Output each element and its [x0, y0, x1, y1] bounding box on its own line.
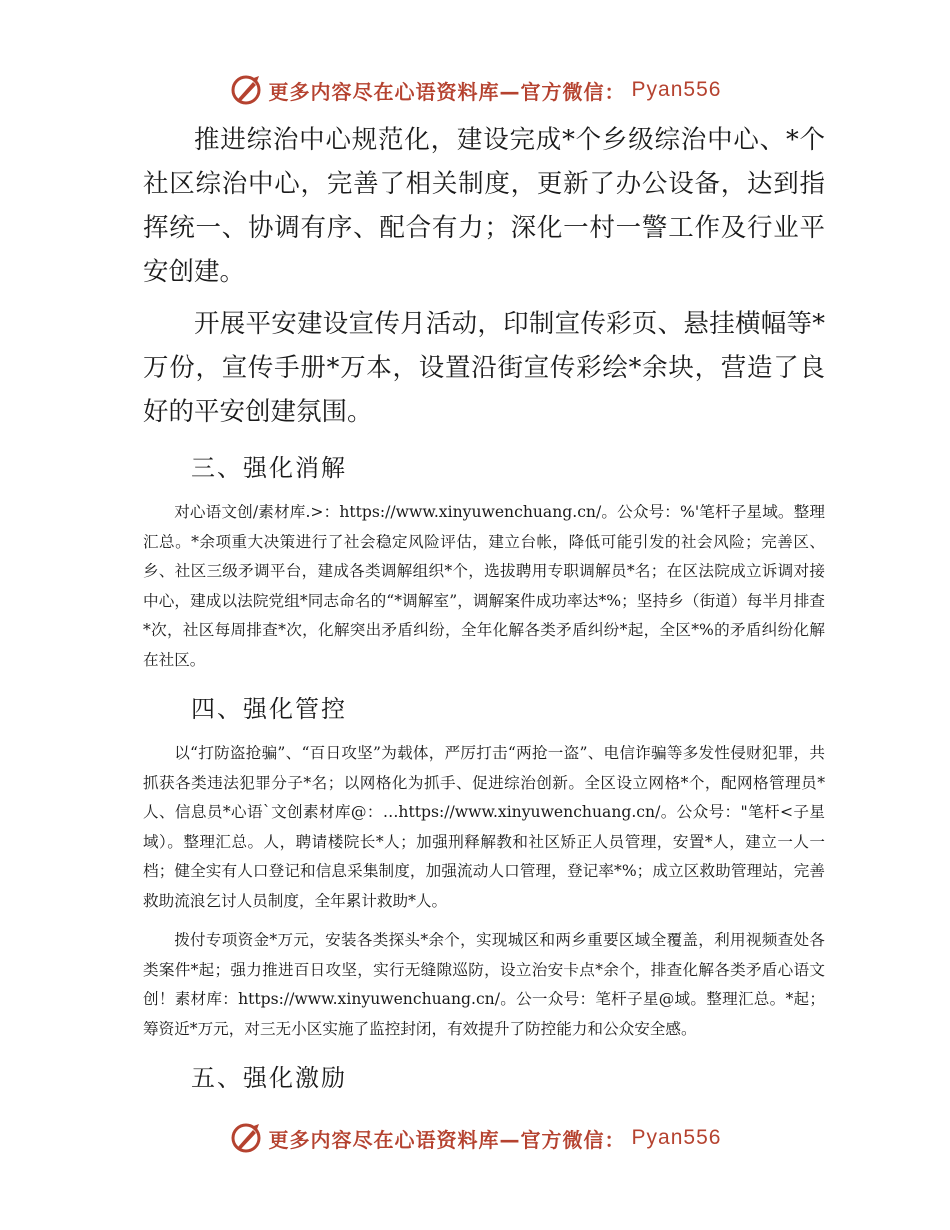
header-watermark: [0, 70, 950, 110]
watermark-id: Pyan556: [631, 1126, 722, 1149]
watermark-text: 更多内容尽在心语资料库—官方微信：: [268, 79, 626, 104]
section-heading: 五、强化激励: [191, 1064, 347, 1092]
quill-logo-icon: [229, 1121, 263, 1155]
watermark-id: Pyan556: [631, 78, 722, 101]
section-heading: 四、强化管控: [191, 695, 347, 723]
watermark-text: 更多内容尽在心语资料库—官方微信：: [268, 1127, 626, 1152]
paragraph: 以“打防盗抢骗”、“百日攻坚”为载体，严厉打击“两抢一盗”、电信诈骗等多发性侵财犯罪，共抓获各类违法犯罪分子*名；以网格化为抓手、促进综治创新。全区设立网格*个，配网格管理员*人、信息员*心语`文创素材库@：…https://www.xinyuwenchuang.cn/。公众号："笔杆<子星域）。整理汇总。人，聘请楼院长*人；加强刑释解教和社区矫正人员管理，安置*人，建立一人一档；健全实有人口登记和信息采集制度，加强流动人口管理，登记率*%；成立区救助管理站，完善救助流浪乞讨人员制度，全年累计救助*人。: [143, 744, 825, 910]
section-heading: 三、强化消解: [191, 454, 347, 482]
quill-logo-icon: [229, 73, 263, 107]
footer-watermark: [0, 1118, 950, 1158]
paragraph: 拨付专项资金*万元，安装各类探头*余个，实现城区和两乡重要区域全覆盖，利用视频查处各类案件*起；强力推进百日攻坚，实行无缝隙巡防，设立治安卡点*余个，排查化解各类矛盾心语文创！素材库：https://www.xinyuwenchuang.cn/。公一众号：笔杆子星@域。整理汇总。*起；筹资近*万元，对三无小区实施了监控封闭，有效提升了防控能力和公众安全感。: [143, 931, 825, 1038]
document-body: [143, 118, 825, 1108]
paragraph: 推进综治中心规范化，建设完成*个乡级综治中心、*个社区综治中心，完善了相关制度，更新了办公设备，达到指挥统一、协调有序、配合有力；深化一村一警工作及行业平安创建。: [143, 125, 825, 287]
paragraph: 对心语文创/素材库.>：https://www.xinyuwenchuang.cn/。公众号：%'笔杆子星域。整理汇总。*余项重大决策进行了社会稳定风险评估，建立台帐，降低可能引发的社会风险；完善区、乡、社区三级矛调平台，建成各类调解组织*个，选拔聘用专职调解员*名；在区法院成立诉调对接中心，建成以法院党组*同志命名的“*调解室”，调解案件成功率达*%；坚持乡（街道）每半月排查*次，社区每周排查*次，化解突出矛盾纠纷，全年化解各类矛盾纠纷*起，全区*%的矛盾纠纷化解在社区。: [143, 503, 825, 669]
paragraph: 开展平安建设宣传月活动，印制宣传彩页、悬挂横幅等*万份，宣传手册*万本，设置沿街宣传彩绘*余块，营造了良好的平安创建氛围。: [143, 309, 825, 427]
